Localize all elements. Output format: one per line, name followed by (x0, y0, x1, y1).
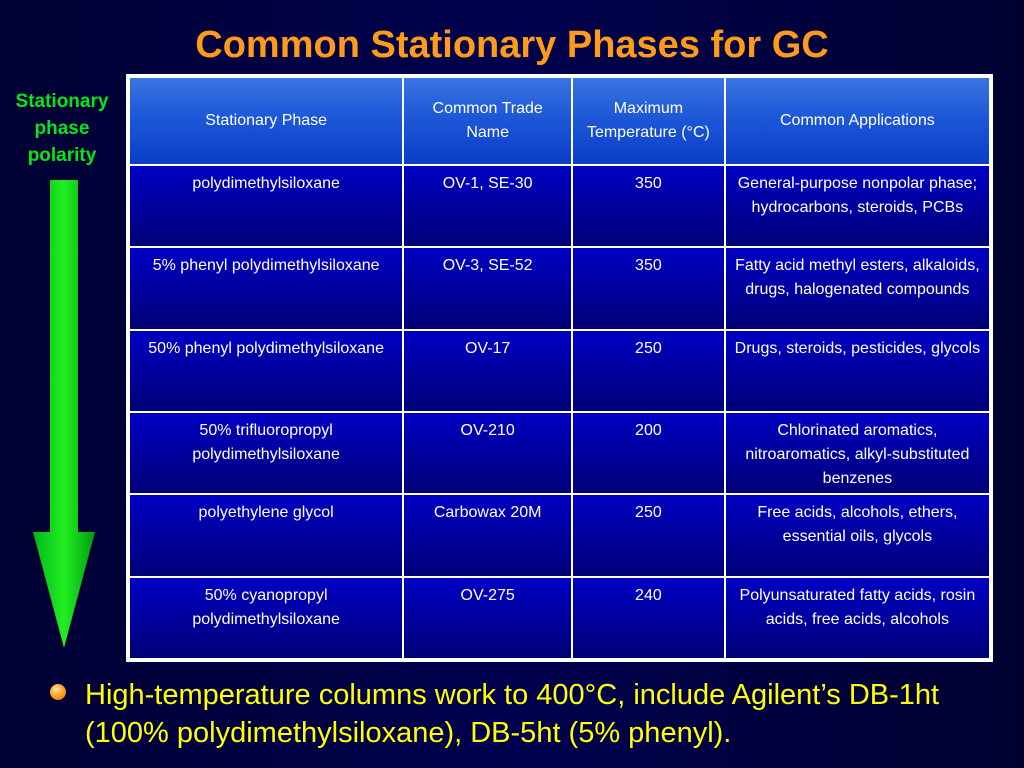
phases-table (128, 76, 991, 660)
note-bullet (50, 676, 1010, 752)
phases-table-frame (126, 74, 993, 662)
polarity-label: Stationary phase polarity (15, 91, 109, 166)
cell-stationary-phase: 50% cyanopropyl polydimethylsiloxane (130, 578, 402, 658)
table-row (130, 578, 989, 658)
table-row (130, 248, 989, 328)
cell-trade-name: OV-17 (404, 331, 571, 411)
table-header-row (130, 78, 989, 164)
cell-stationary-phase: polyethylene glycol (130, 495, 402, 575)
cell-max-temperature: 200 (573, 413, 724, 493)
cell-applications: Chlorinated aromatics, nitroaromatics, alkyl-substituted benzenes (726, 413, 989, 493)
table-row (130, 166, 989, 246)
cell-applications: Free acids, alcohols, ethers, essential oils, glycols (726, 495, 989, 575)
cell-applications: Fatty acid methyl esters, alkaloids, drugs, halogenated compounds (726, 248, 989, 328)
header-stationary-phase: Stationary Phase (130, 78, 402, 164)
cell-applications: Drugs, steroids, pesticides, glycols (726, 331, 989, 411)
cell-stationary-phase: 50% trifluoropropyl polydimethylsiloxane (130, 413, 402, 493)
table-row (130, 331, 989, 411)
slide-title: Common Stationary Phases for GC (195, 24, 829, 66)
cell-trade-name: OV-1, SE-30 (404, 166, 571, 246)
bullet-icon (50, 684, 66, 700)
table-row (130, 495, 989, 575)
header-trade-name: Common Trade Name (404, 78, 571, 164)
table-row (130, 413, 989, 493)
cell-trade-name: OV-275 (404, 578, 571, 658)
cell-max-temperature: 350 (573, 166, 724, 246)
cell-applications: Polyunsaturated fatty acids, rosin acids, free acids, alcohols (726, 578, 989, 658)
cell-trade-name: OV-210 (404, 413, 571, 493)
cell-max-temperature: 250 (573, 495, 724, 575)
note-text: High-temperature columns work to 400°C, include Agilent’s DB-1ht (100% polydimethylsiloxane), DB-5ht (5% phenyl). (85, 679, 940, 749)
cell-stationary-phase: 50% phenyl polydimethylsiloxane (130, 331, 402, 411)
cell-trade-name: OV-3, SE-52 (404, 248, 571, 328)
cell-trade-name: Carbowax 20M (404, 495, 571, 575)
cell-stationary-phase: 5% phenyl polydimethylsiloxane (130, 248, 402, 328)
cell-applications: General-purpose nonpolar phase; hydrocarbons, steroids, PCBs (726, 166, 989, 246)
cell-max-temperature: 240 (573, 578, 724, 658)
polarity-arrow-icon (33, 180, 95, 650)
cell-max-temperature: 350 (573, 248, 724, 328)
header-max-temperature: Maximum Temperature (°C) (573, 78, 724, 164)
header-applications: Common Applications (726, 78, 989, 164)
cell-stationary-phase: polydimethylsiloxane (130, 166, 402, 246)
cell-max-temperature: 250 (573, 331, 724, 411)
